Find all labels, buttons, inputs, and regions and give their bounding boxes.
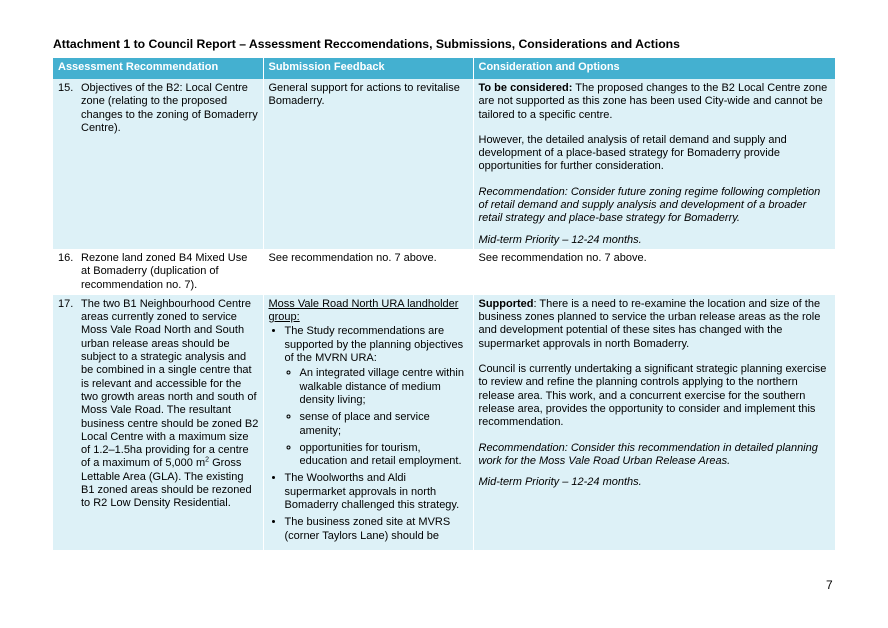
consideration-cell xyxy=(473,79,835,249)
consideration-recommendation: Recommendation: Consider future zoning regime following completion of retail demand and supply analysis and development of a broader retail strategy and place-base strategy for Bomaderry. xyxy=(478,185,821,225)
recommendation-cell xyxy=(53,295,263,550)
table-row-17 xyxy=(53,295,835,550)
header-assessment-recommendation: Assessment Recommendation xyxy=(53,58,263,79)
consideration-cell: See recommendation no. 7 above. xyxy=(473,249,835,295)
objectives-sublist xyxy=(285,367,469,468)
recommendation-text: The two B1 Neighbourhood Centre areas currently zoned to service Moss Vale Road North and South urban release areas should be subject to a strategic analysis and be combined in a single centre that is relevant and accessible for the two growth areas north and south of Moss Vale Road. The resultant business centre should be zoned B2 Local Centre with a maximum size of 1.2–1.5ha providing for a centre of a maximum of 5,000 $m^2$ Gross Lettable Area (GLA). The existing B1 zoned areas should be rezoned to R2 Low Density Residential. xyxy=(81,297,259,510)
feedback-cell xyxy=(263,295,473,550)
header-submission-feedback: Submission Feedback xyxy=(263,58,473,79)
assessment-table xyxy=(53,58,835,550)
list-item: ◦ sense of place and service amenity; xyxy=(300,411,469,438)
row-number: 17. xyxy=(58,297,74,310)
priority-text: Mid-term Priority – 12-24 months. xyxy=(478,233,642,246)
recommendation-cell xyxy=(53,79,263,249)
feedback-cell: See recommendation no. 7 above. xyxy=(263,249,473,295)
feedback-list xyxy=(269,325,469,542)
table-header-row xyxy=(53,58,835,79)
table-row-16 xyxy=(53,249,835,295)
consideration-cell xyxy=(473,295,835,550)
priority-text: Mid-term Priority – 12-24 months. xyxy=(478,476,642,489)
consideration-paragraph: Council is currently undertaking a significant strategic planning exercise to review and refine the planning controls applying to the northern release area. This work, and a concurrent exercise for the southern release area, provides the opportunity to consider and implement this recommendation. xyxy=(478,363,827,429)
list-item: • The Woolworths and Aldi supermarket approvals in north Bomaderry challenged this strategy. xyxy=(285,472,469,512)
list-item: • The business zoned site at MVRS (corner Taylors Lane) should be xyxy=(285,516,469,543)
row-number: 15. xyxy=(58,82,74,94)
consideration-recommendation: Recommendation: Consider this recommendation in detailed planning work for the Moss Vale Road Urban Release Areas. xyxy=(478,441,818,467)
recommendation-cell xyxy=(53,249,263,295)
consideration-paragraph: To be considered: The proposed changes to the B2 Local Centre zone are not supported as this zone has been used City-wide and cannot be tailored to a specific centre. xyxy=(478,82,828,121)
page-number: 7 xyxy=(826,578,833,592)
list-item: • The Study recommendations are supported by the planning objectives of the MVRN URA: ◦ An integrated village centre within walkable distance of medium density living; ◦ sense of place and service amenity; ◦ opportunities for tourism, education and retail employment. xyxy=(285,325,469,468)
row-number: 16. xyxy=(58,251,74,264)
table-row-15 xyxy=(53,79,835,249)
list-item: ◦ opportunities for tourism, education and retail employment. xyxy=(300,442,469,469)
feedback-heading: Moss Vale Road North URA landholder group: xyxy=(268,297,459,324)
consideration-status: To be considered: xyxy=(478,82,573,94)
feedback-cell: General support for actions to revitalise Bomaderry. xyxy=(263,79,473,249)
recommendation-text: Objectives of the B2: Local Centre zone (relating to the proposed changes to the zoning of Bomaderry Centre). xyxy=(81,82,258,134)
consideration-status: Supported xyxy=(478,297,534,310)
list-item: ◦ An integrated village centre within walkable distance of medium density living; xyxy=(300,367,469,407)
recommendation-text: Rezone land zoned B4 Mixed Use at Bomaderry (duplication of recommendation no. 7). xyxy=(81,251,248,291)
page-title: Attachment 1 to Council Report – Assessment Reccomendations, Submissions, Considerations and Actions xyxy=(53,37,680,51)
header-consideration-options: Consideration and Options xyxy=(473,58,835,79)
consideration-paragraph: Supported: There is a need to re-examine the location and size of the business zones planned to service the urban release areas as the role and development potential of these sites has changed with the supermarket approvals in north Bomaderry. xyxy=(478,297,821,350)
consideration-paragraph: However, the detailed analysis of retail demand and supply and development of a place-based strategy for Bomaderry provide opportunities for further consideration. xyxy=(478,133,787,173)
